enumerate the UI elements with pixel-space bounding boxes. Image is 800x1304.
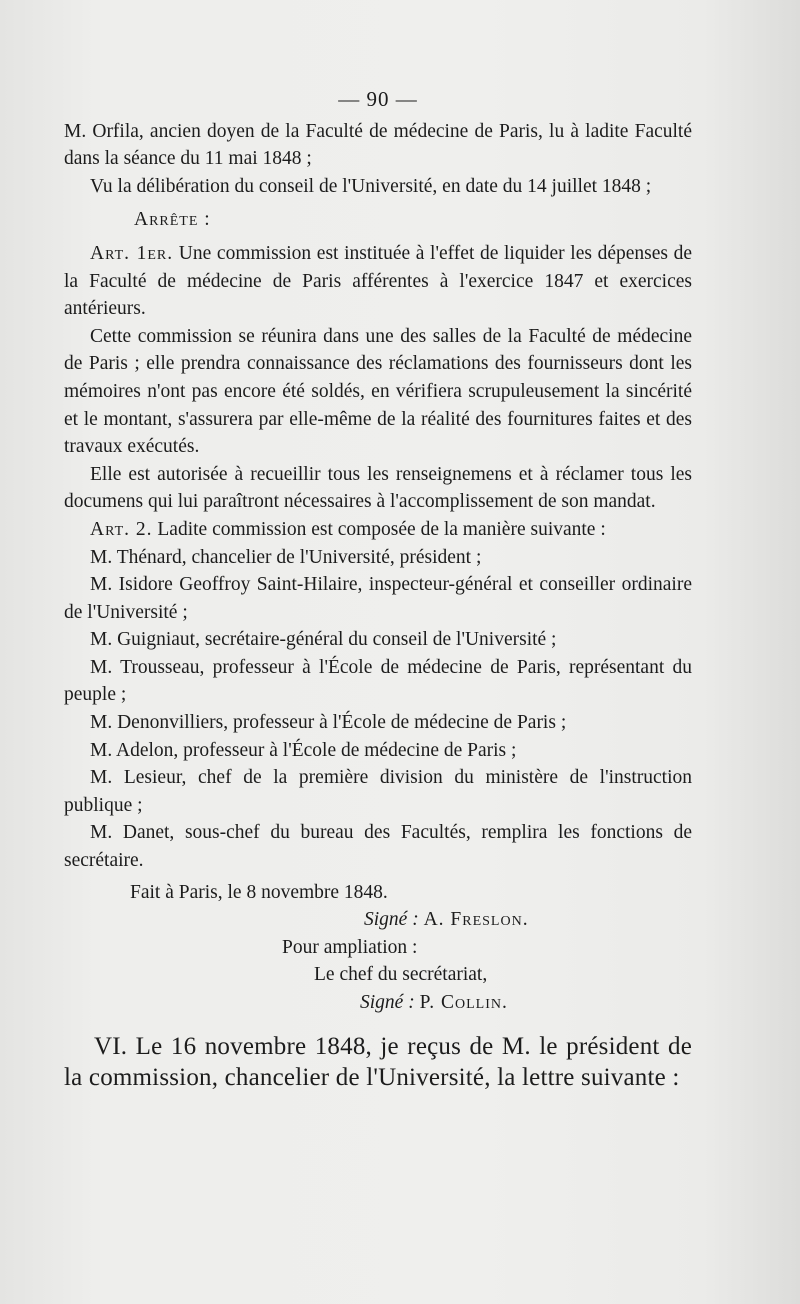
paragraph-commission: Cette commission se réunira dans une des salles de la Faculté de médecine de Paris ; elle prendra connaissance des réclamations des fournisseurs dont les mémoires n'ont pas encore été soldés, en vérifiera scrupuleusement la sincérité et le montant, s'assurera par elle-même de la réalité des fournitures faites et des travaux exécutés. bbox=[64, 325, 692, 458]
section-vi: VI. Le 16 novembre 1848, je reçus de M. le président de la commission, chancelier de l'Université, la lettre suivante : bbox=[64, 1032, 692, 1091]
signe-label: Signé : bbox=[360, 992, 415, 1013]
member-guigniaut: M. Guigniaut, secrétaire-général du conseil de l'Université ; bbox=[90, 629, 557, 651]
member-trousseau: M. Trousseau, professeur à l'École de médecine de Paris, représentant du peuple ; bbox=[64, 656, 692, 706]
article-2-label: Art. 2. bbox=[90, 518, 153, 540]
member-thenard: M. Thénard, chancelier de l'Université, président ; bbox=[90, 546, 482, 568]
member-geoffroy: M. Isidore Geoffroy Saint-Hilaire, inspecteur-général et conseiller ordinaire de l'Université ; bbox=[64, 574, 692, 623]
arrete-heading: Arrête : bbox=[134, 209, 211, 231]
paragraph-autorisee: Elle est autorisée à recueillir tous les renseignemens et à réclamer tous les documens qui lui paraîtront nécessaires à l'accomplissement de son mandat. bbox=[64, 463, 692, 513]
article-2-text: Ladite commission est composée de la manière suivante : bbox=[157, 518, 606, 540]
member-denonvilliers: M. Denonvilliers, professeur à l'École de médecine de Paris ; bbox=[90, 712, 567, 734]
pour-ampliation: Pour ampliation : bbox=[282, 936, 418, 958]
member-lesieur: M. Lesieur, chef de la première division du ministère de l'instruction publique ; bbox=[64, 767, 692, 816]
paragraph-orfila: M. Orfila, ancien doyen de la Faculté de médecine de Paris, lu à ladite Faculté dans la séance du 11 mai 1848 ; bbox=[64, 120, 692, 170]
member-danet: M. Danet, sous-chef du bureau des Facultés, remplira les fonctions de secrétaire. bbox=[64, 822, 692, 872]
chef-secretariat: Le chef du secrétariat, bbox=[314, 964, 488, 986]
signer-name: P. Collin. bbox=[419, 992, 508, 1013]
signer-name: A. Freslon. bbox=[423, 909, 529, 931]
signe-label: Signé : bbox=[364, 909, 419, 931]
paragraph-deliberation: Vu la délibération du conseil de l'Université, en date du 14 juillet 1848 ; bbox=[90, 175, 652, 197]
article-1 bbox=[64, 240, 692, 323]
member-adelon: M. Adelon, professeur à l'École de médecine de Paris ; bbox=[90, 739, 517, 761]
article-1-text: Une commission est instituée à l'effet de liquider les dépenses de la Faculté de médecine de Paris afférentes à l'exercice 1847 et exercices antérieurs. bbox=[64, 242, 693, 320]
signature-collin bbox=[64, 989, 692, 1017]
signature-freslon bbox=[64, 906, 692, 934]
article-2 bbox=[64, 516, 692, 544]
page-text bbox=[64, 86, 692, 1093]
page-number: — 90 — bbox=[338, 87, 418, 111]
fait-a-paris: Fait à Paris, le 8 novembre 1848. bbox=[130, 881, 388, 903]
article-1-label: Art. 1er. bbox=[90, 242, 174, 264]
